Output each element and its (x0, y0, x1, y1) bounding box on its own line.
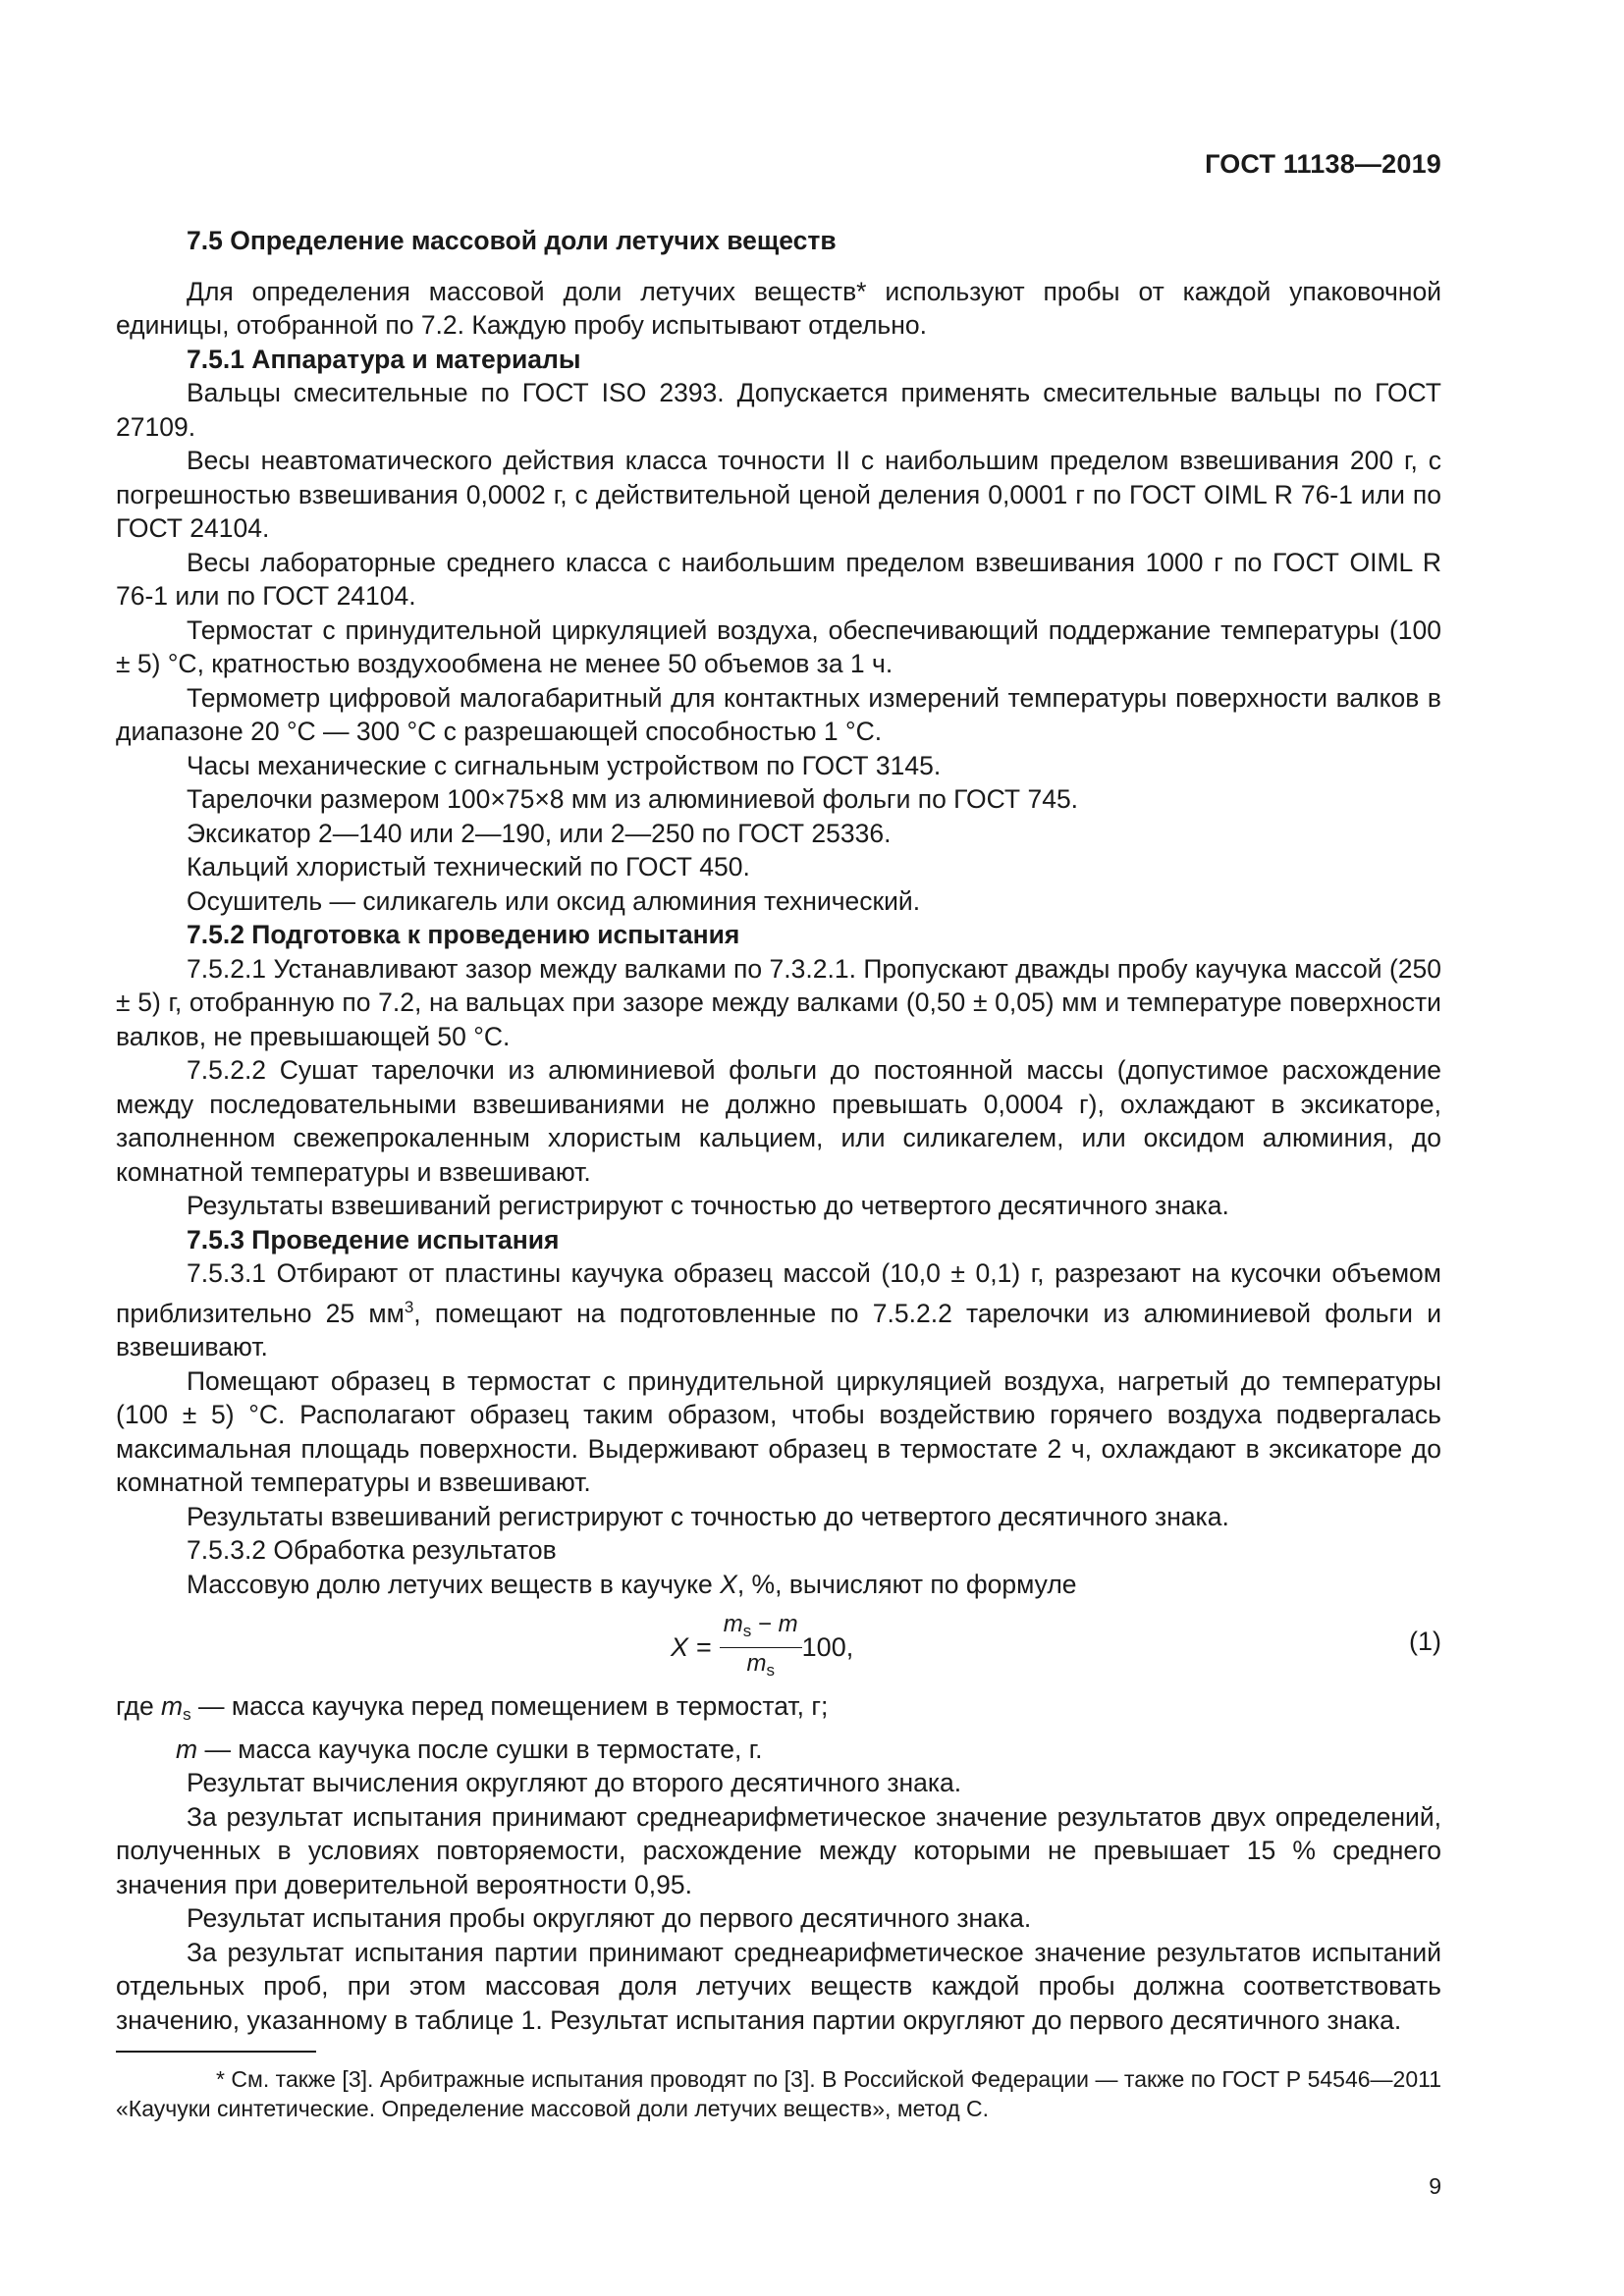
equipment-item: Кальций хлористый технический по ГОСТ 450. (187, 852, 750, 881)
formula-1 (116, 1607, 1441, 1680)
results-processing-heading: 7.5.3.2 Обработка результатов (187, 1535, 557, 1565)
section-intro: Для определения массовой доли летучих веществ* используют пробы от каждой упаковочной единицы, отобранной по 7.2. Каждую пробу испытывают отдельно. (116, 276, 1441, 340)
formula-lhs: X (671, 1632, 689, 1663)
where-line-m: m — масса каучука после сушки в термостате, г. (176, 1734, 763, 1764)
footnote: * См. также [3]. Арбитражные испытания проводят по [3]. В Российской Федерации — также по ГОСТ Р 54546—2011 «Каучуки синтетические. Определение массовой доли летучих веществ», метод С. (116, 2066, 1441, 2121)
preparation-paragraph: Результаты взвешиваний регистрируют с точностью до четвертого десятичного знака. (187, 1191, 1229, 1220)
section-heading: 7.5 Определение массовой доли летучих веществ (187, 226, 837, 255)
formula-expression (671, 1611, 853, 1684)
preparation-paragraph: 7.5.2.2 Сушат тарелочки из алюминиевой фольги до постоянной массы (допустимое расхождение между последовательными взвешиваниями не должно превышать 0,0004 г), охлаждают в эксикаторе, заполненном свежепрокаленным хлористым кальцием, или силикагелем, или оксидом алюминия, до комнатной температуры и взвешивают. (116, 1055, 1441, 1187)
preparation-paragraph: 7.5.2.1 Устанавливают зазор между валками по 7.3.2.1. Пропускают дважды пробу каучука массой (250 ± 5) г, отобранную по 7.2, на вальцах при зазоре между валками (0,50 ± 0,05) мм и температуре поверхности валков, не превышающей 50 °С. (116, 953, 1441, 1051)
formula-equals: = (696, 1632, 712, 1663)
subsection-heading-7-5-2: 7.5.2 Подготовка к проведению испытания (187, 920, 740, 949)
test-paragraph: Результаты взвешиваний регистрируют с точностью до четвертого десятичного знака. (187, 1501, 1229, 1531)
formula-tail: 100, (801, 1632, 854, 1663)
results-paragraph: Результат испытания пробы округляют до первого десятичного знака. (187, 1903, 1032, 1933)
formula-numerator: $m_s - m$ (720, 1611, 802, 1648)
results-paragraph: За результат испытания принимают среднеарифметическое значение результатов двух определений, полученных в условиях повторяемости, расхождение между которыми не превышает 15 % среднего значения при доверительной вероятности 0,95. (116, 1801, 1441, 1899)
equipment-item: Термометр цифровой малогабаритный для контактных измерений температуры поверхности валков в диапазоне 20 °С — 300 °С с разрешающей способностью 1 °С. (116, 682, 1441, 746)
test-paragraph: Помещают образец в термостат с принудительной циркуляцией воздуха, нагретый до температуры (100 ± 5) °С. Располагают образец таким образом, чтобы воздействию горячего воздуха подвергалась максимальная площадь поверхности. Выдерживают образец в термостате 2 ч, охлаждают в эксикаторе до комнатной температуры и взвешивают. (116, 1365, 1441, 1497)
footnote-separator (116, 2051, 316, 2053)
equipment-item: Часы механические с сигнальным устройством по ГОСТ 3145. (187, 750, 942, 780)
where-line-ms: где $m_s$ — масса каучука перед помещением в термостат, г; (116, 1691, 829, 1724)
results-paragraph: За результат испытания партии принимают среднеарифметическое значение результатов испытаний отдельных проб, при этом массовая доля летучих веществ каждой пробы должна соответствовать значению, указанному в таблице 1. Результат испытания партии округляют до первого десятичного знака. (116, 1937, 1441, 2035)
formula-intro: Массовую долю летучих веществ в каучуке X, %, вычисляют по формуле (187, 1569, 1077, 1599)
subsection-heading-7-5-3: 7.5.3 Проведение испытания (187, 1224, 560, 1255)
formula-number: (1) (1409, 1627, 1441, 1656)
equipment-item: Весы неавтоматического действия класса точности II с наибольшим пределом взвешивания 200 г, с погрешностью взвешивания 0,0002 г, с действительной ценой деления 0,0001 г по ГОСТ OIML R 76-1 или по ГОСТ 24104. (116, 446, 1441, 543)
equipment-item: Эксикатор 2—140 или 2—190, или 2—250 по ГОСТ 25336. (187, 818, 892, 848)
subsection-heading-7-5-1: 7.5.1 Аппаратура и материалы (187, 344, 581, 374)
results-paragraph: Результат вычисления округляют до второго десятичного знака. (187, 1768, 962, 1797)
equipment-item: Весы лабораторные среднего класса с наибольшим пределом взвешивания 1000 г по ГОСТ OIML R 76-1 или по ГОСТ 24104. (116, 547, 1441, 611)
page-number: 9 (1429, 2173, 1441, 2199)
formula-denominator: $m_s$ (746, 1650, 775, 1680)
document-body (116, 224, 1441, 2123)
equipment-item: Тарелочки размером 100×75×8 мм из алюминиевой фольги по ГОСТ 745. (187, 784, 1079, 814)
equipment-item: Вальцы смесительные по ГОСТ ISO 2393. Допускается применять смесительные вальцы по ГОСТ 27109. (116, 378, 1441, 442)
superscript-3: 3 (404, 1297, 414, 1316)
equipment-item: Термостат с принудительной циркуляцией воздуха, обеспечивающий поддержание температуры (100 ± 5) °С, кратностью воздухообмена не менее 50 объемов за 1 ч. (116, 614, 1441, 678)
equipment-item: Осушитель — силикагель или оксид алюминия технический. (187, 885, 921, 916)
formula-fraction (720, 1611, 802, 1684)
test-paragraph-7-5-3-1: 7.5.3.1 Отбирают от пластины каучука образец массой (10,0 ± 0,1) г, разрезают на кусочки объемом приблизительно 25 $мм^3$, помещают на подготовленные по 7.5.2.2 тарелочки из алюминиевой фольги и взвешивают. (116, 1258, 1441, 1362)
document-header-code: ГОСТ 11138—2019 (1205, 149, 1441, 179)
